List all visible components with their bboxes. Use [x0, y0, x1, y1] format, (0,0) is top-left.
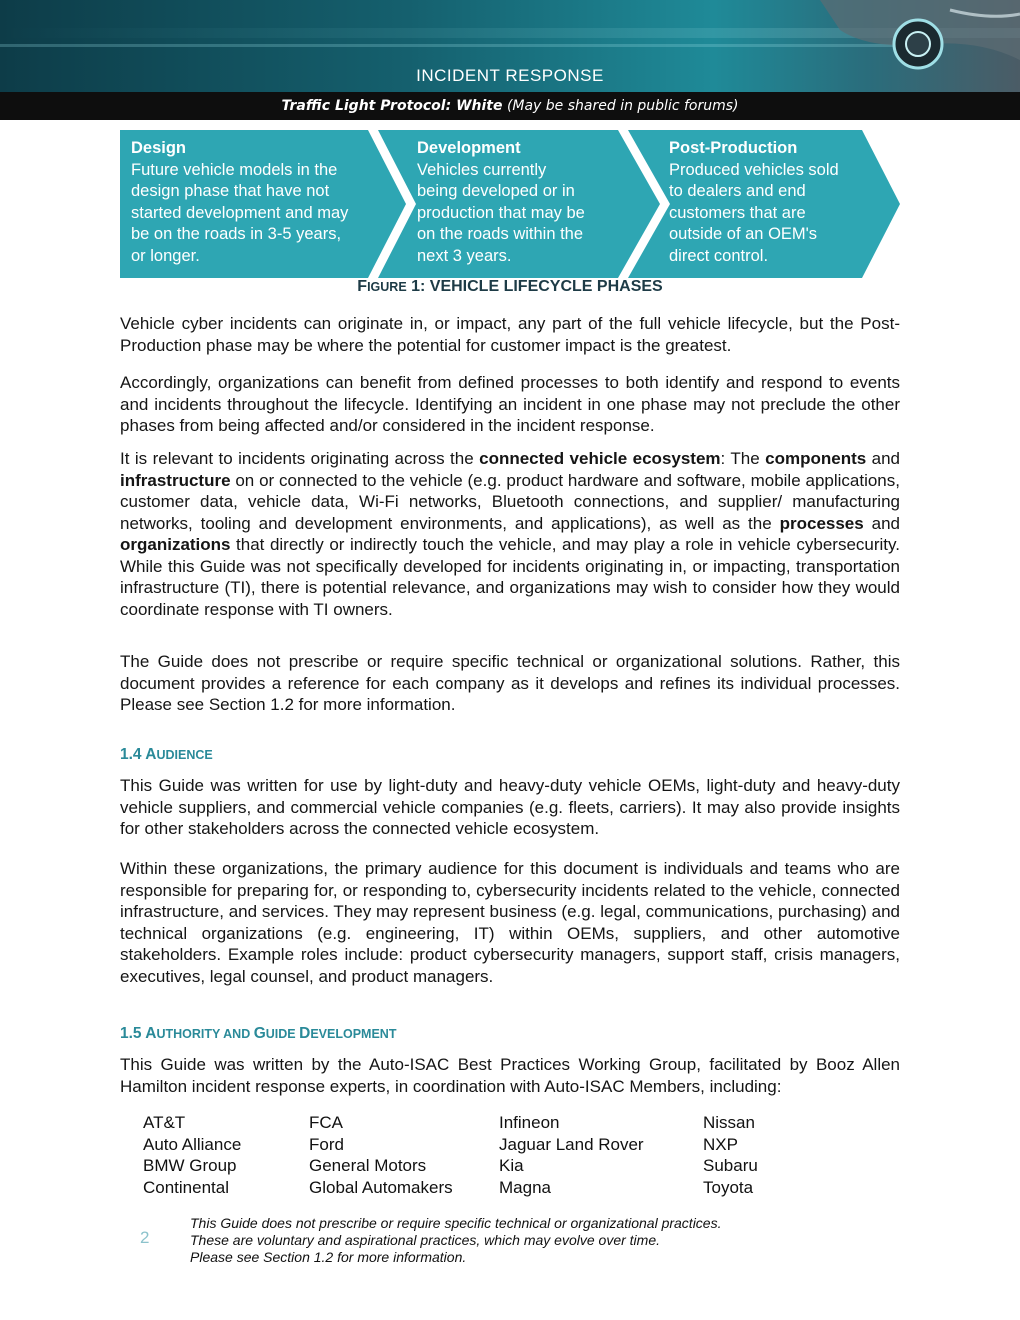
footer-line: This Guide does not prescribe or require specific technical or organizational practices. — [190, 1215, 722, 1231]
lifecycle-phases-figure — [120, 130, 902, 278]
members-column — [499, 1112, 644, 1198]
paragraph-no-prescription: The Guide does not prescribe or require specific technical or organizational solutions. Rather, this document provides a reference for each company as it develops and refines its individual processes. Please see Section 1.2 for more information. — [120, 652, 900, 714]
footer-line: These are voluntary and aspirational practices, which may evolve over time. — [190, 1232, 660, 1248]
phase-design-line: started development and may — [131, 203, 349, 222]
member-name: AT&T — [143, 1113, 186, 1132]
caption-rest: 1: VEHICLE LIFECYCLE PHASES — [411, 278, 663, 295]
text-run: on or connected to the vehicle (e.g. product hardware and software, mobile applications, customer data, vehicle data, Wi-Fi networks, Bluetooth connections, and supplier/ manufacturing networks, tooling and development environments, and applications), as well as the — [120, 470, 900, 533]
paragraph-defined-processes: Accordingly, organizations can benefit from defined processes to both identify and respond to events and incidents throughout the lifecycle. Identifying an incident in one phase may not preclude the other phases from being affected and/or considered in the incident response. — [120, 373, 900, 435]
member-name: FCA — [309, 1113, 343, 1132]
member-name: Kia — [499, 1156, 524, 1175]
phase-post-production-line: outside of an OEM's — [669, 225, 818, 243]
tlp-bar — [0, 92, 1020, 120]
members-column — [309, 1112, 453, 1198]
heading-cap: D — [299, 1025, 311, 1042]
phase-design-line: be on the roads in 3-5 years, — [131, 225, 342, 243]
heading-small: UIDE — [265, 1027, 300, 1041]
member-name: Ford — [309, 1134, 344, 1154]
phase-post-production-line: to dealers and end — [669, 182, 806, 200]
text-run: It is relevant to incidents originating across the — [120, 449, 480, 468]
phase-development-line: being developed or in — [417, 182, 575, 200]
text-run: : The — [720, 449, 766, 468]
phase-post-production-line: Produced vehicles sold — [669, 160, 839, 179]
bold-term: processes — [779, 513, 864, 533]
members-column — [143, 1112, 241, 1198]
paragraph-primary-audience: Within these organizations, the primary audience for this document is individuals and teams who are responsible for preparing for, or responding to, cybersecurity incidents related to the vehicle, connected infrastructure, and services. They may represent business (e.g. legal, communications, purchasing) and technical organizations (e.g. engineering, IT) within OEMs, suppliers, and other automotive stakeholders. Example roles include: product cybersecurity managers, support staff, crisis managers, executives, legal counsel, and product managers. — [120, 859, 900, 986]
heading-small: EVELOPMENT — [310, 1027, 397, 1041]
figure-caption — [120, 278, 900, 296]
phase-post-production-line: direct control. — [669, 246, 769, 265]
phase-development-line: Vehicles currently — [417, 160, 547, 179]
heading-cap: G — [253, 1025, 266, 1042]
phase-development-line: on the roads within the — [417, 225, 584, 243]
phase-development — [417, 138, 585, 267]
caption-cap: F — [357, 278, 368, 295]
member-name: Continental — [143, 1177, 230, 1197]
paragraph-authority: This Guide was written by the Auto-ISAC Best Practices Working Group, facilitated by Booz Allen Hamilton incident response experts, in coordination with Auto-ISAC Members, including: — [120, 1055, 900, 1096]
member-name: Nissan — [703, 1113, 755, 1132]
heading-cap: A — [145, 746, 157, 763]
bold-term: connected vehicle ecosystem — [479, 449, 721, 468]
heading-small: UTHORITY AND — [156, 1027, 254, 1041]
bold-term: organizations — [120, 535, 231, 554]
tlp-note: (May be shared in public forums) — [506, 98, 739, 114]
caption-small: IGURE — [367, 280, 407, 294]
heading-cap: A — [145, 1025, 157, 1042]
section-heading-authority — [120, 1025, 396, 1043]
members-column — [703, 1112, 758, 1198]
member-name: General Motors — [309, 1156, 427, 1175]
text-run: and — [863, 513, 900, 533]
bold-term: infrastructure — [120, 470, 231, 490]
phase-development-title: Development — [417, 139, 521, 157]
section-number: 1.4 — [120, 746, 146, 763]
member-name: BMW Group — [143, 1156, 237, 1175]
page-number: 2 — [140, 1228, 150, 1247]
document-title: INCIDENT RESPONSE — [416, 66, 604, 85]
phase-development-line: next 3 years. — [417, 246, 512, 265]
phase-post-production-line: customers that are — [669, 203, 806, 222]
member-name: Magna — [499, 1177, 551, 1197]
header-banner — [0, 0, 1020, 92]
section-number: 1.5 — [120, 1025, 146, 1042]
phase-development-line: production that may be — [417, 203, 585, 222]
paragraph-lifecycle-origin: Vehicle cyber incidents can originate in, or impact, any part of the full vehicle lifecycle, but the Post-Production phase may be where the potential for customer impact is the greatest. — [120, 314, 900, 355]
member-name: Auto Alliance — [143, 1134, 242, 1154]
phase-design-line: Future vehicle models in the — [131, 160, 338, 179]
footer-disclaimer — [190, 1215, 810, 1266]
member-name: Infineon — [499, 1113, 560, 1132]
member-name: Subaru — [703, 1156, 758, 1175]
member-name: Global Automakers — [309, 1177, 453, 1197]
tlp-label: Traffic Light Protocol: White — [281, 98, 503, 114]
paragraph-audience-intro: This Guide was written for use by light-duty and heavy-duty vehicle OEMs, light-duty and heavy-duty vehicle suppliers, and commercial vehicle companies (e.g. fleets, carriers). It may also provide insights for other stakeholders across the connected vehicle ecosystem. — [120, 776, 900, 838]
section-heading-audience — [120, 746, 213, 764]
phase-design-line: or longer. — [131, 246, 200, 265]
heading-small: UDIENCE — [156, 748, 213, 762]
paragraph-connected-ecosystem — [120, 448, 900, 620]
member-name: NXP — [703, 1134, 738, 1154]
bold-term: components — [765, 449, 867, 468]
text-run: that directly or indirectly touch the vehicle, and may play a role in vehicle cybersecurity. While this Guide was not specifically developed for incidents originating in, or impacting, transportation infrastructure (TI), there is potential relevance, and organizations may wish to consider how they would coordinate response with TI owners. — [120, 535, 900, 619]
phase-post-production — [669, 138, 839, 267]
footer-line: Please see Section 1.2 for more information. — [190, 1249, 467, 1265]
phase-post-production-title: Post-Production — [669, 139, 798, 157]
text-run: and — [866, 449, 901, 468]
phase-design — [131, 138, 348, 267]
phase-design-title: Design — [131, 139, 187, 157]
member-name: Toyota — [703, 1177, 754, 1197]
member-name: Jaguar Land Rover — [499, 1134, 644, 1154]
phase-design-line: design phase that have not — [131, 182, 330, 200]
